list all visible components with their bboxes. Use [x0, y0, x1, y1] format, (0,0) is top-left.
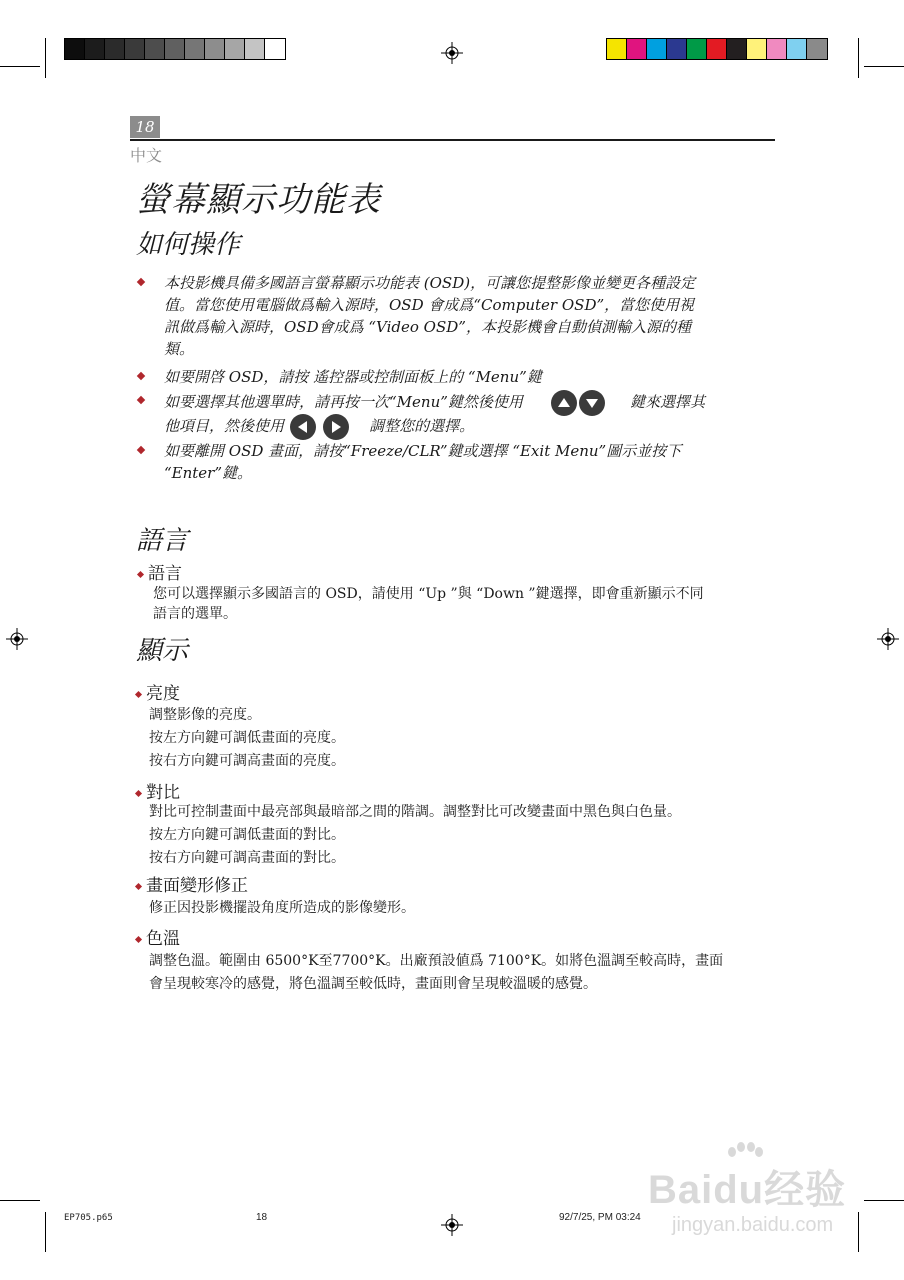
item-language: [138, 559, 182, 584]
text-span: 鍵來選擇其: [630, 393, 706, 411]
registration-mark-icon: [441, 42, 463, 64]
color-swatch: [205, 39, 225, 59]
brightness-description: [149, 704, 345, 773]
item-color-temperature: [136, 924, 180, 949]
bullet-diamond-icon: [135, 883, 142, 890]
color-swatch: [687, 39, 707, 59]
color-swatch: [767, 39, 787, 59]
footer-datetime: 92/7/25, PM 03:24: [559, 1212, 641, 1223]
language-tag: 中文: [130, 146, 163, 165]
bullet-diamond-icon: [137, 396, 145, 404]
text-line: 會呈現較寒冷的感覺，將色溫調至較低時，畫面則會呈現較溫暖的感覺。: [149, 976, 597, 992]
right-arrow-icon: [323, 414, 349, 440]
color-swatch: [265, 39, 285, 59]
text-line: “Enter”鍵。: [164, 464, 253, 482]
text-line: 如要開啓 OSD，請按 遙控器或控制面板上的 “Menu”鍵: [164, 368, 542, 386]
text-line: 語言的選單。: [153, 606, 237, 622]
color-swatch: [647, 39, 667, 59]
item-label: 語言: [148, 564, 182, 584]
registration-mark-icon: [6, 628, 28, 650]
text-line: 如要離開 OSD 畫面，請按“Freeze/CLR”鍵或選擇 “Exit Menu”圖示並按下: [164, 442, 682, 460]
text-line: 調整色溫。範圍由 6500°K至7700°K。出廠預設値爲 7100°K。如將色溫調至較高時，畫面: [149, 953, 724, 969]
text-line: 按右方向鍵可調高畫面的亮度。: [149, 753, 345, 769]
section-heading-display: 顯示: [136, 636, 189, 666]
text-line: 按左方向鍵可調低畫面的對比。: [149, 827, 345, 843]
language-description: [153, 584, 763, 624]
text-line: 按左方向鍵可調低畫面的亮度。: [149, 730, 345, 746]
registration-mark-icon: [877, 628, 899, 650]
down-arrow-icon: [579, 390, 605, 416]
left-arrow-icon: [290, 414, 316, 440]
item-keystone: [136, 871, 248, 896]
color-swatch: [105, 39, 125, 59]
bullet-diamond-icon: [135, 790, 142, 797]
bullet-diamond-icon: [135, 936, 142, 943]
contrast-description: [149, 801, 681, 870]
item-label: 色溫: [146, 929, 180, 949]
footer-page: 18: [256, 1212, 268, 1223]
text-span: 調整您的選擇。: [369, 417, 475, 435]
bullet-diamond-icon: [137, 278, 145, 286]
section-heading-how-to: 如何操作: [136, 230, 241, 260]
item-contrast: [136, 778, 180, 803]
registration-mark-icon: [441, 1214, 463, 1236]
bullet-diamond-icon: [135, 691, 142, 698]
color-swatch: [65, 39, 85, 59]
text-line: 調整影像的亮度。: [149, 707, 261, 723]
item-label: 對比: [146, 783, 180, 803]
bullet-item: [136, 390, 756, 438]
text-line: 值。當您使用電腦做爲輸入源時，OSD 會成爲“Computer OSD”，當您使用視: [164, 296, 695, 314]
item-label: 亮度: [146, 684, 180, 704]
color-swatch: [125, 39, 145, 59]
paw-logo-icon: [724, 1142, 764, 1168]
color-swatch: [707, 39, 727, 59]
up-arrow-icon: [551, 390, 577, 416]
item-label: 畫面變形修正: [146, 876, 248, 896]
footer-file: EP705.p65: [64, 1213, 113, 1223]
page-number: 18: [130, 116, 160, 138]
item-brightness: [136, 679, 180, 704]
text-line: 對比可控制畫面中最亮部與最暗部之間的階調。調整對比可改變畫面中黑色與白色量。: [149, 804, 681, 820]
color-swatch: [667, 39, 687, 59]
text-line: 您可以選擇顯示多國語言的 OSD，請使用 “Up ”與 “Down ”鍵選擇，即會重新顯示不同: [153, 586, 704, 602]
color-swatch: [85, 39, 105, 59]
color-swatch: [165, 39, 185, 59]
text-span: 他項目，然後使用: [164, 417, 285, 435]
header-rule: [130, 139, 775, 141]
keystone-description: [149, 897, 415, 920]
color-swatch: [185, 39, 205, 59]
color-swatch: [747, 39, 767, 59]
color-swatch: [807, 39, 827, 59]
bullet-diamond-icon: [137, 372, 145, 380]
watermark-brand: Baidu经验: [648, 1168, 847, 1212]
color-swatch: [627, 39, 647, 59]
color-swatch: [607, 39, 627, 59]
color-swatch: [787, 39, 807, 59]
text-line: 本投影機具備多國語言螢幕顯示功能表 (OSD)，可讓您提整影像並變更各種設定: [164, 274, 696, 292]
bullet-item: [136, 366, 756, 388]
color-swatch: [225, 39, 245, 59]
bullet-item: [136, 272, 756, 360]
section-heading-language: 語言: [136, 526, 189, 556]
bullet-item: [136, 440, 756, 484]
how-to-bullets: [136, 272, 756, 486]
gray-color-bar: [64, 38, 286, 60]
color-swatch: [727, 39, 747, 59]
text-line: 按右方向鍵可調高畫面的對比。: [149, 850, 345, 866]
process-color-bar: [606, 38, 828, 60]
text-span: 如要選擇其他選單時，請再按一次“Menu”鍵然後使用: [164, 393, 523, 411]
page-title: 螢幕顯示功能表: [136, 180, 381, 220]
color-temperature-description: [149, 950, 759, 996]
color-swatch: [145, 39, 165, 59]
text-line: 修正因投影機擺設角度所造成的影像變形。: [149, 900, 415, 916]
text-line: 類。: [164, 340, 195, 358]
text-line: 訊做爲輸入源時，OSD會成爲 “Video OSD”，本投影機會自動偵測輸入源的種: [164, 318, 691, 336]
bullet-diamond-icon: [137, 571, 144, 578]
bullet-diamond-icon: [137, 446, 145, 454]
watermark-url: jingyan.baidu.com: [672, 1214, 834, 1236]
color-swatch: [245, 39, 265, 59]
